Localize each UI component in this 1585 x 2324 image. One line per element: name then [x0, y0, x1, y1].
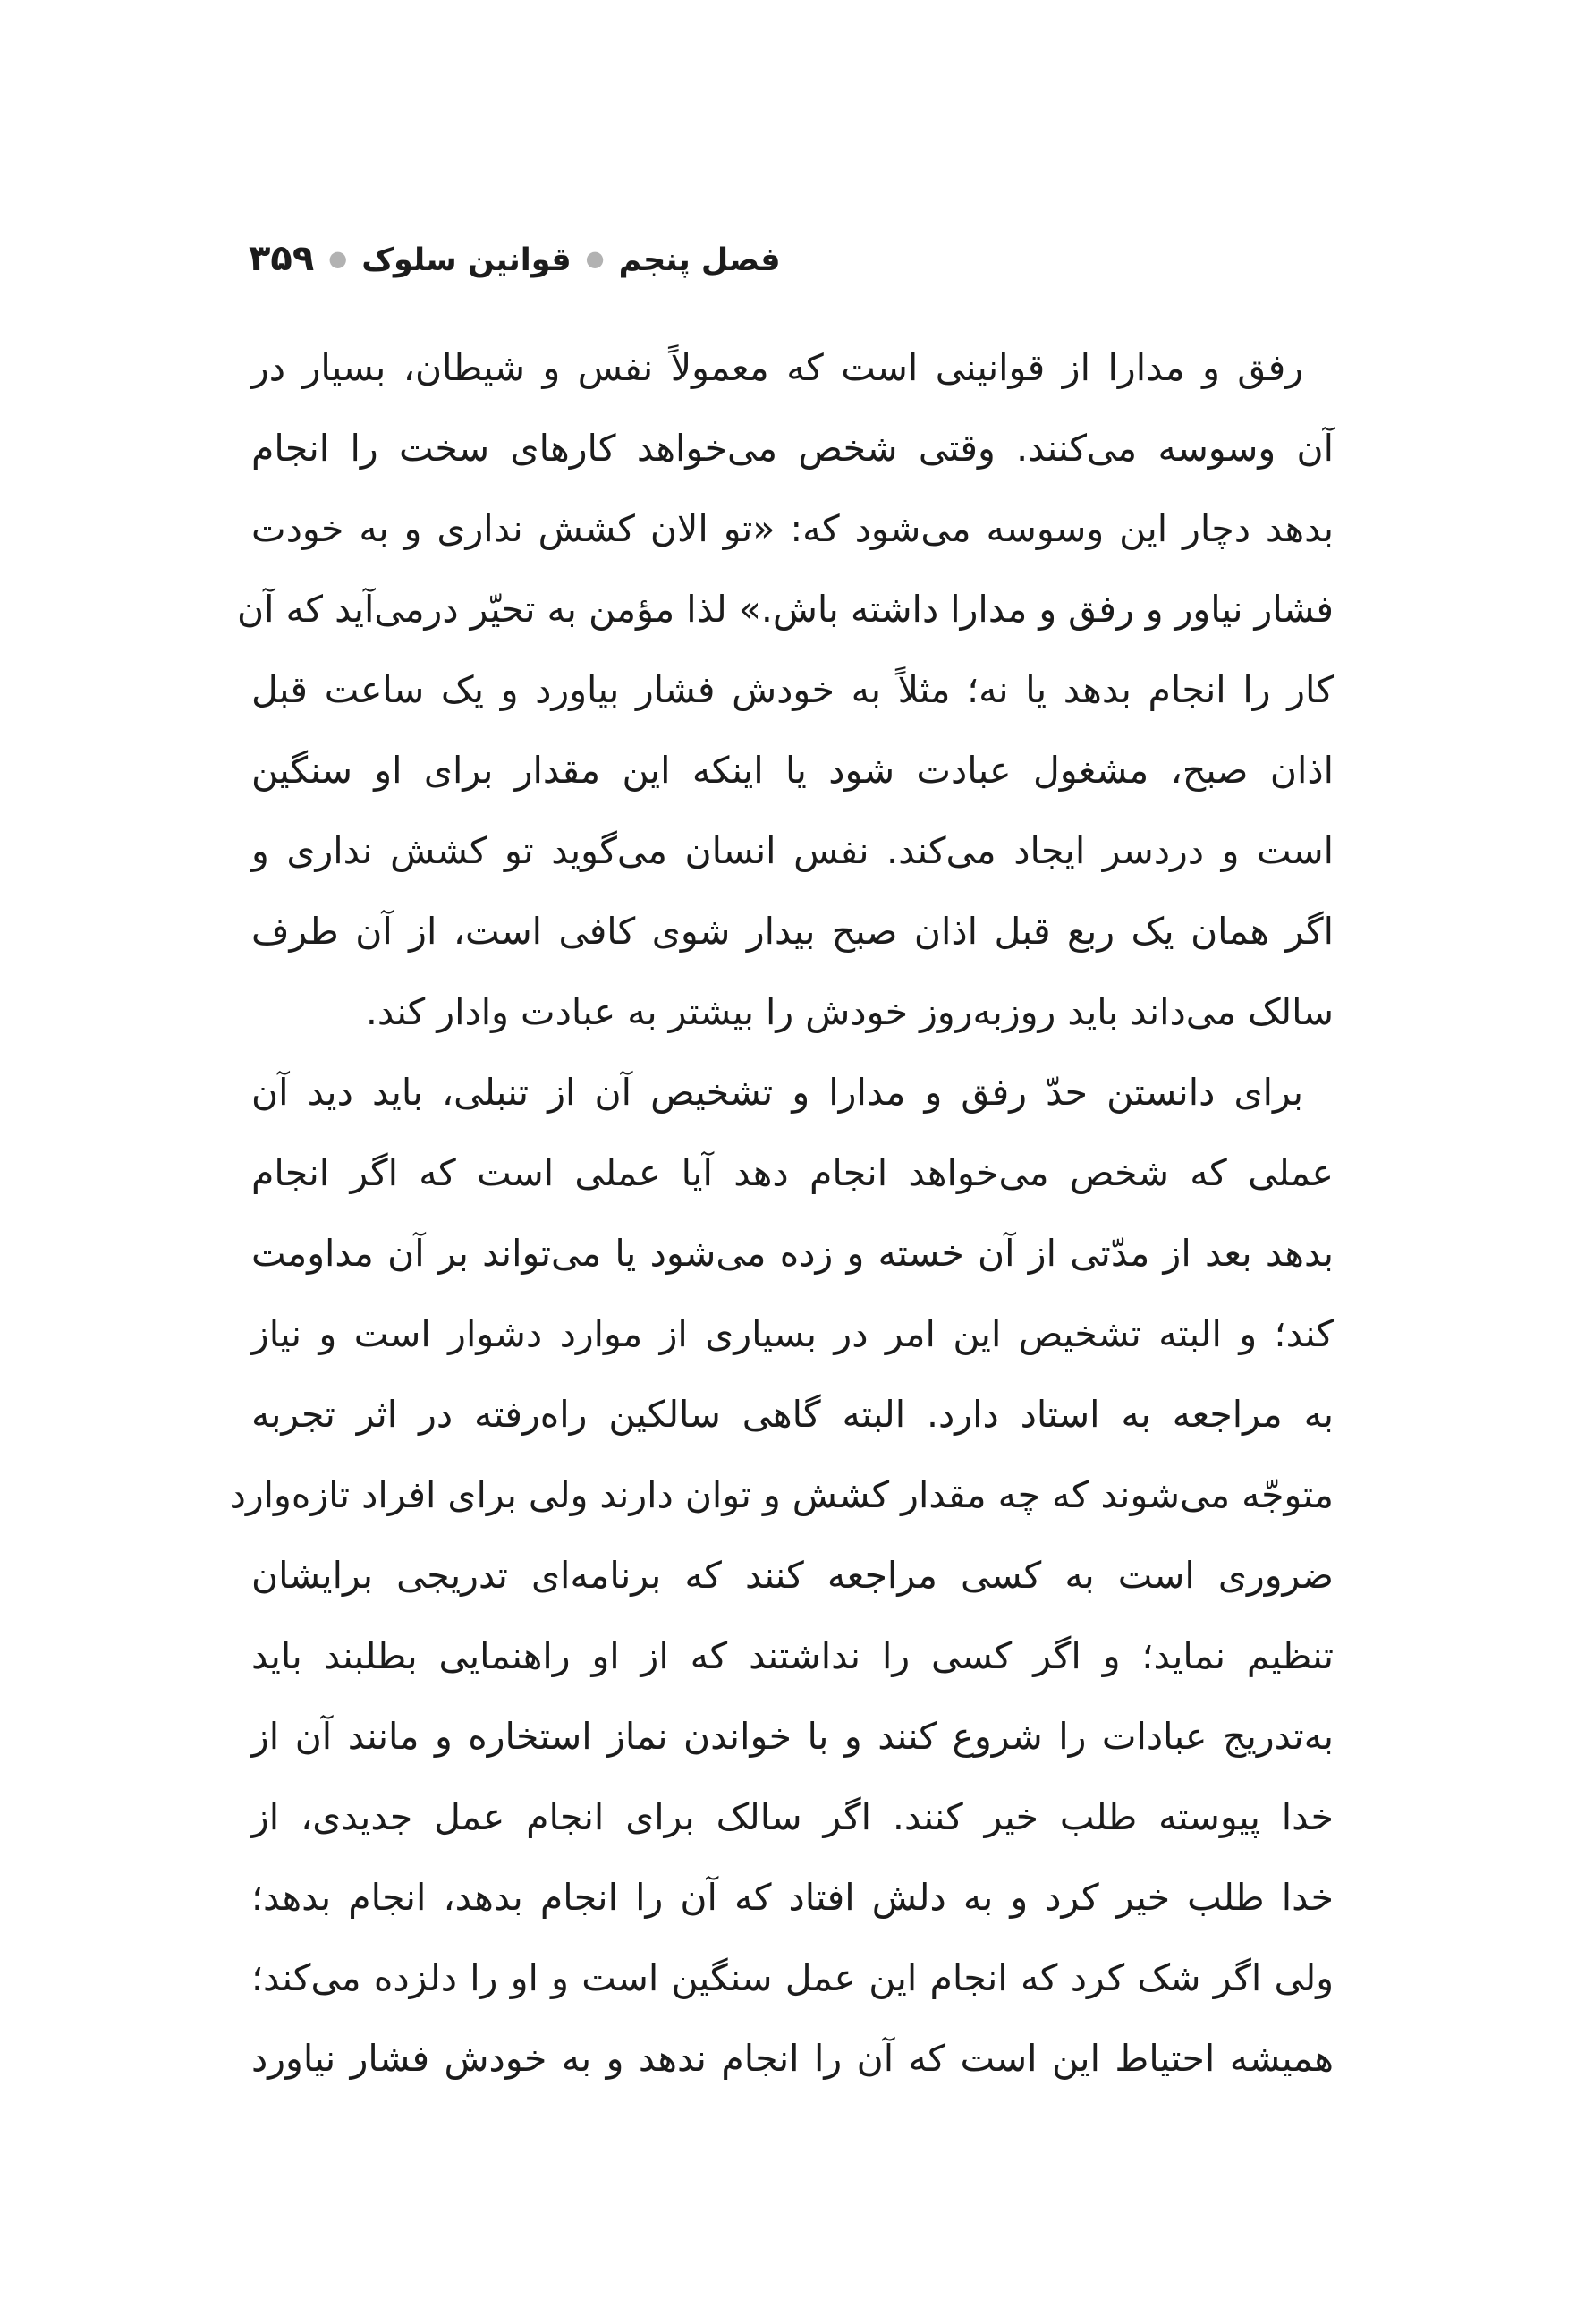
separator-bullet-icon: ● [585, 246, 605, 271]
text-line: به‌تدریج عبادات را شروع کنند و با خواندن نماز استخاره و مانند آن از [251, 1715, 1334, 1758]
text-line: فشار نیاور و رفق و مدارا داشته باش.» لذا مؤمن به تحیّر درمی‌آید که آن [237, 588, 1334, 631]
separator-bullet-icon: ● [328, 246, 348, 271]
text-line: همیشه احتیاط این است که آن را انجام ندهد و به خودش فشار نیاورد [251, 2037, 1334, 2080]
text-line: بدهد دچار این وسوسه می‌شود که: «تو الان کشش نداری و به خودت [251, 507, 1334, 550]
page-header [249, 231, 1333, 288]
text-line: عملی که شخص می‌خواهد انجام دهد آیا عملی است که اگر انجام [251, 1151, 1334, 1194]
text-line: متوجّه می‌شوند که چه مقدار کشش و توان دارند ولی برای افراد تازه‌وارد [229, 1473, 1334, 1516]
page-number: ۳۵۹ [249, 238, 315, 279]
text-line: سالک می‌داند باید روزبه‌روز خودش را بیشتر به عبادت وادار کند. [365, 990, 1334, 1033]
text-line: رفق و مدارا از قوانینی است که معمولاً نفس و شیطان، بسیار در [251, 346, 1303, 389]
text-line: اگر همان یک ربع قبل اذان صبح بیدار شوی کافی است، از آن طرف [251, 910, 1334, 953]
page-body [229, 327, 1334, 2099]
text-line: کار را انجام بدهد یا نه؛ مثلاً به خودش فشار بیاورد و یک ساعت قبل [251, 668, 1334, 711]
section-title: قوانین سلوک [361, 242, 572, 278]
text-line: اذان صبح، مشغول عبادت شود یا اینکه این مقدار برای او سنگین [251, 749, 1334, 792]
chapter-title: فصل پنجم [618, 242, 781, 278]
text-line: تنظیم نماید؛ و اگر کسی را نداشتند که از او راهنمایی بطلبند باید [251, 1634, 1334, 1677]
text-line: به مراجعه به استاد دارد. البته گاهی سالکین راه‌رفته در اثر تجربه [251, 1393, 1334, 1436]
text-line: است و دردسر ایجاد می‌کند. نفس انسان می‌گوید تو کشش نداری و [251, 829, 1334, 872]
text-line: ولی اگر شک کرد که انجام این عمل سنگین است و او را دلزده می‌کند؛ [251, 1956, 1334, 1999]
text-line: خدا طلب خیر کرد و به دلش افتاد که آن را انجام بدهد، انجام بدهد؛ [251, 1876, 1334, 1919]
text-line: خدا پیوسته طلب خیر کنند. اگر سالک برای انجام عمل جدیدی، از [251, 1795, 1334, 1838]
text-line: آن وسوسه می‌کنند. وقتی شخص می‌خواهد کارهای سخت را انجام [251, 427, 1334, 470]
text-line: ضروری است به کسی مراجعه کنند که برنامه‌ای تدریجی برایشان [251, 1554, 1334, 1597]
text-line: کند؛ و البته تشخیص این امر در بسیاری از موارد دشوار است و نیاز [251, 1312, 1334, 1355]
text-line: برای دانستن حدّ رفق و مدارا و تشخیص آن از تنبلی، باید دید آن [251, 1071, 1303, 1114]
text-line: بدهد بعد از مدّتی از آن خسته و زده می‌شود یا می‌تواند بر آن مداومت [251, 1232, 1334, 1275]
